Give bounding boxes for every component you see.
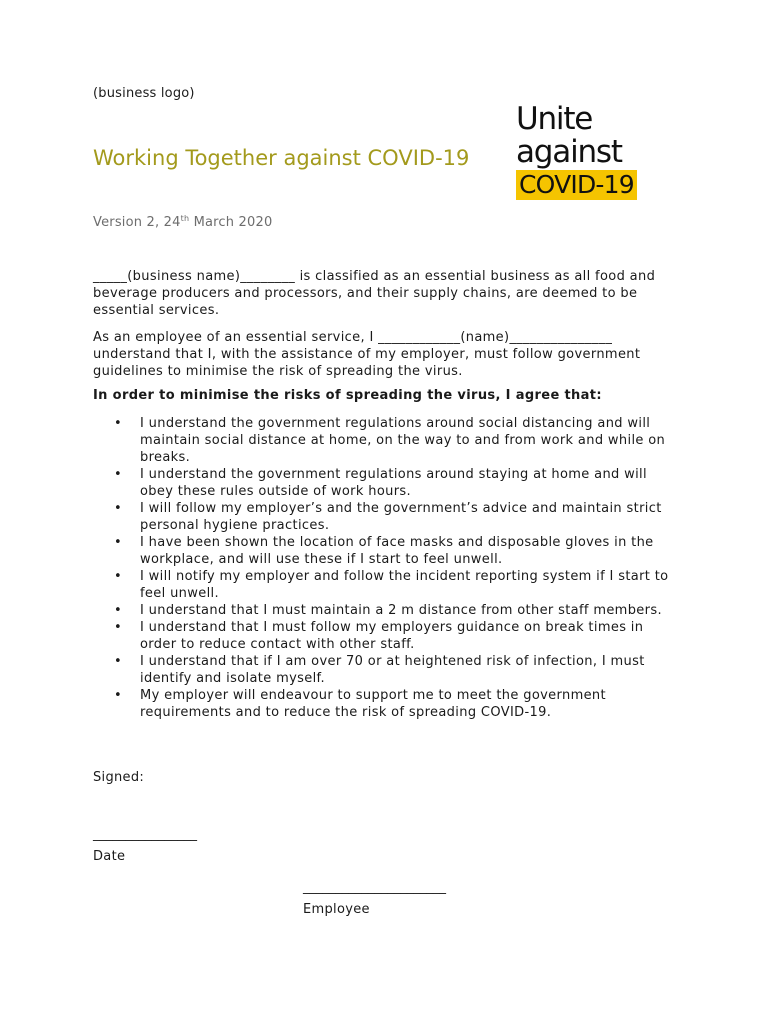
list-item xyxy=(93,415,683,466)
date-label: Date xyxy=(93,849,126,864)
list-item xyxy=(93,602,683,619)
list-item xyxy=(93,466,683,500)
list-item-text: My employer will endeavour to support me to meet the government requirements and to reduce the risk of spreading COVID-19. xyxy=(140,688,606,720)
bullet-icon: • xyxy=(114,416,123,431)
list-item-text: I understand that if I am over 70 or at heightened risk of infection, I must identify and isolate myself. xyxy=(140,654,645,686)
date-signature-line: ________________ xyxy=(93,827,197,842)
list-item xyxy=(93,619,683,653)
logo-line-covid19: COVID-19 xyxy=(516,170,637,200)
logo-line-against: against xyxy=(516,134,622,170)
version-date xyxy=(93,214,272,230)
employee-label: Employee xyxy=(303,902,370,917)
list-item xyxy=(93,687,683,721)
list-item-text: I will notify my employer and follow the incident reporting system if I start to feel unwell. xyxy=(140,569,669,601)
employee-statement-paragraph: As an employee of an essential service, I ____________(name)_______________ understand that I, with the assistance of my employer, must follow government guidelines to minimise the risk of spreading the virus. xyxy=(93,330,641,379)
list-item-text: I understand that I must maintain a 2 m distance from other staff members. xyxy=(140,603,662,618)
bullet-icon: • xyxy=(114,620,123,635)
bullet-icon: • xyxy=(114,501,123,516)
unite-against-covid-logo xyxy=(516,103,656,200)
list-item-text: I understand that I must follow my employers guidance on break times in order to reduce contact with other staff. xyxy=(140,620,644,652)
bullet-icon: • xyxy=(114,569,123,584)
list-item-text: I understand the government regulations around staying at home and will obey these rules outside of work hours. xyxy=(140,467,647,499)
version-superscript: th xyxy=(180,214,190,223)
bullet-icon: • xyxy=(114,654,123,669)
version-suffix: March 2020 xyxy=(189,215,273,230)
signed-label: Signed: xyxy=(93,770,145,785)
bullet-icon: • xyxy=(114,535,123,550)
agreement-list xyxy=(93,415,683,721)
logo-line-unite: Unite xyxy=(516,101,593,137)
bullet-icon: • xyxy=(114,688,123,703)
employee-signature-line: ______________________ xyxy=(303,880,446,895)
list-item-text: I have been shown the location of face masks and disposable gloves in the workplace, and will use these if I start to feel unwell. xyxy=(140,535,654,567)
bullet-icon: • xyxy=(114,603,123,618)
list-item-text: I will follow my employer’s and the government’s advice and maintain strict personal hygiene practices. xyxy=(140,501,662,533)
list-item-text: I understand the government regulations around social distancing and will maintain social distance at home, on the way to and from work and while on breaks. xyxy=(140,416,666,465)
business-classification-paragraph: _____(business name)________ is classified as an essential business as all food and beverage producers and processors, and their supply chains, are deemed to be essential services. xyxy=(93,269,656,318)
business-logo-placeholder: (business logo) xyxy=(93,86,195,101)
bullet-icon: • xyxy=(114,467,123,482)
list-item xyxy=(93,653,683,687)
agreement-heading: In order to minimise the risks of spreading the virus, I agree that: xyxy=(93,388,602,403)
list-item xyxy=(93,500,683,534)
version-prefix: Version 2, 24 xyxy=(93,215,181,230)
list-item xyxy=(93,534,683,568)
document-title: Working Together against COVID-19 xyxy=(93,146,470,170)
list-item xyxy=(93,568,683,602)
